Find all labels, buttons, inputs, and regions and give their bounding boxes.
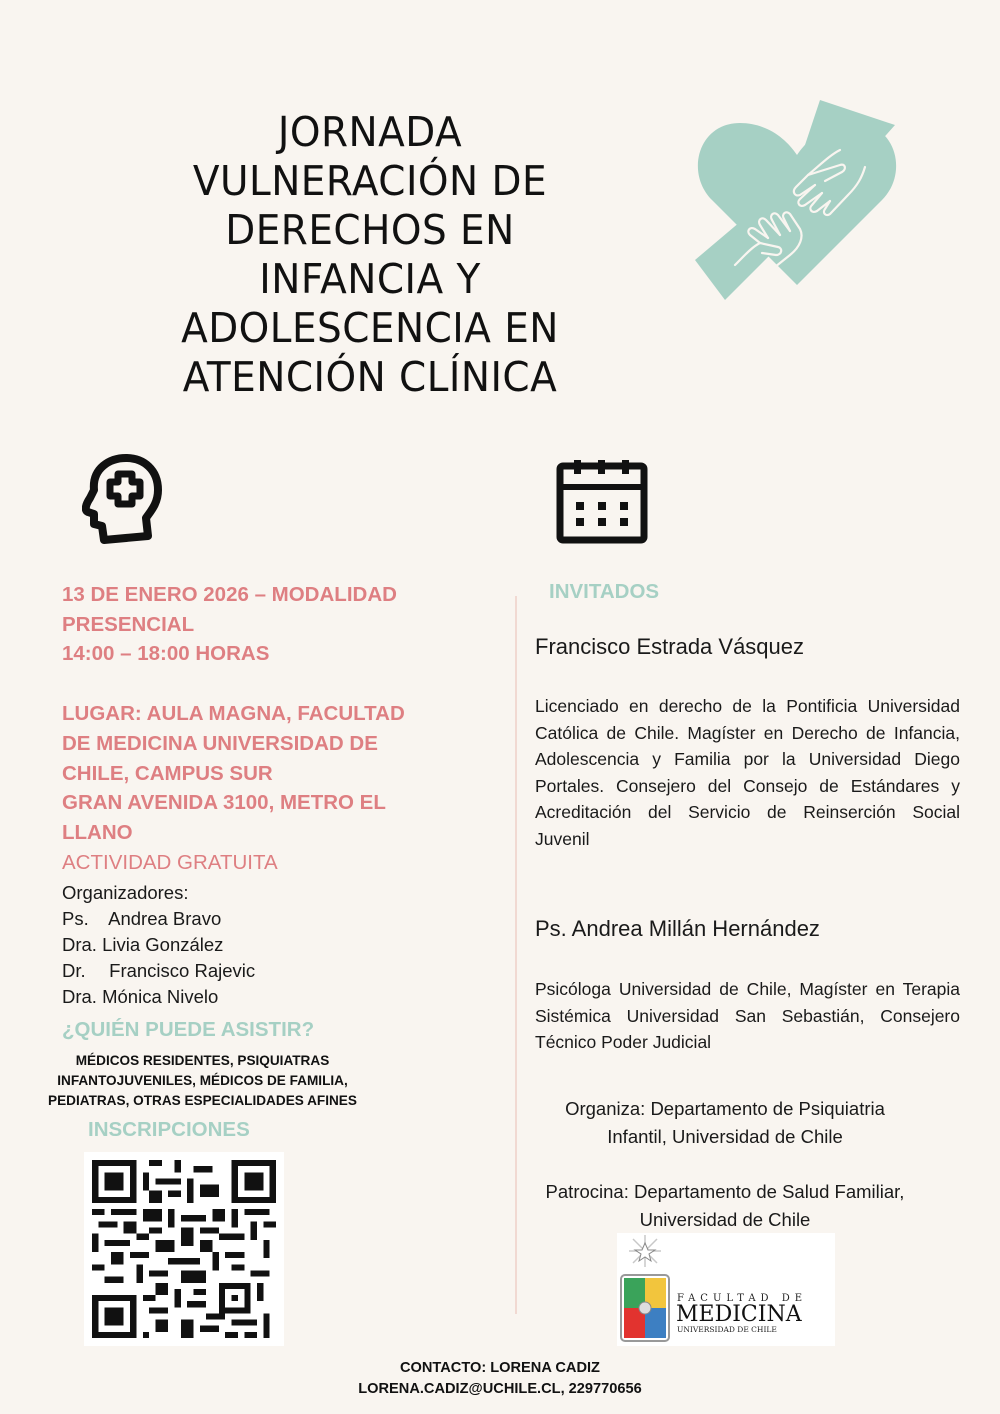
logo-main-text: MEDICINA: [676, 1302, 802, 1327]
guest-name: Francisco Estrada Vásquez: [535, 634, 805, 659]
qr-code[interactable]: [84, 1152, 284, 1346]
contact-info: [250, 1358, 750, 1399]
organizer: Ps. Andrea Bravo: [62, 908, 222, 929]
title-line: INFANCIA Y: [259, 255, 481, 303]
logo-top-text: FACULTAD DE: [677, 1293, 808, 1304]
guests-heading: INVITADOS: [549, 580, 660, 603]
column-divider: [515, 596, 517, 1314]
registration-heading: INSCRIPCIONES: [88, 1118, 250, 1141]
title-line: ADOLESCENCIA EN: [181, 304, 559, 352]
event-place: CHILE, CAMPUS SUR: [62, 761, 273, 785]
guest-bio: Licenciado en derecho de la Pontificia Universidad Católica de Chile. Magíster en Derecho de Infancia, Adolescencia y Familia por la Universidad Diego Portales. Consejero del Consejo de Estándares y Acreditación del Servicio de Reinserción Social Juvenil: [535, 696, 960, 849]
event-place: LLANO: [62, 820, 133, 844]
heart-hands-icon: [690, 95, 905, 310]
organizer: Dra. Mónica Nivelo: [62, 986, 219, 1007]
contact-email-phone: LORENA.CADIZ@UCHILE.CL, 229770656: [358, 1380, 642, 1397]
organizer: Dr. Francisco Rajevic: [62, 960, 256, 981]
free-activity: ACTIVIDAD GRATUITA: [62, 850, 278, 874]
event-place: DE MEDICINA UNIVERSIDAD DE: [62, 731, 378, 755]
organizers-label: Organizadores:: [62, 882, 189, 903]
title-line: JORNADA: [277, 108, 463, 156]
title-line: ATENCIÓN CLÍNICA: [182, 353, 558, 401]
event-place: GRAN AVENIDA 3100, METRO EL: [62, 791, 386, 815]
audience-heading: ¿QUIÉN PUEDE ASISTIR?: [62, 1018, 315, 1041]
patrocina-note: Patrocina: Departamento de Salud Familiar, Universidad de Chile: [545, 1181, 905, 1230]
guest-name: Ps. Andrea Millán Hernández: [535, 916, 820, 941]
calendar-icon: [556, 458, 648, 544]
contact-name: CONTACTO: LORENA CADIZ: [400, 1360, 600, 1376]
organizers-list: [62, 880, 422, 1010]
event-time: 14:00 – 18:00 HORAS: [62, 642, 270, 666]
organiza-note: Organiza: Departamento de Psiquiatria Infantil, Universidad de Chile: [565, 1098, 885, 1147]
event-details: [62, 580, 482, 877]
title-line: VULNERACIÓN DE: [192, 157, 548, 205]
logo-bottom-text: UNIVERSIDAD DE CHILE: [677, 1325, 777, 1334]
event-modality: PRESENCIAL: [62, 612, 195, 636]
event-place: LUGAR: AULA MAGNA, FACULTAD: [62, 702, 405, 726]
event-date: 13 DE ENERO 2026 – MODALIDAD: [62, 583, 397, 606]
mental-health-head-icon: [82, 452, 166, 548]
title-line: DERECHOS EN: [225, 206, 515, 254]
event-title: [133, 108, 608, 402]
facultad-medicina-logo: [617, 1233, 835, 1346]
audience-list: MÉDICOS RESIDENTES, PSIQUIATRAS INFANTOJUVENILES, MÉDICOS DE FAMILIA, PEDIATRAS, OTRAS ESPECIALIDADES AFINES: [48, 1053, 357, 1108]
guest-bio: Psicóloga Universidad de Chile, Magíster en Terapia Sistémica Universidad San Sebastián, Consejero Técnico Poder Judicial: [535, 979, 960, 1052]
organizer: Dra. Livia González: [62, 934, 224, 955]
